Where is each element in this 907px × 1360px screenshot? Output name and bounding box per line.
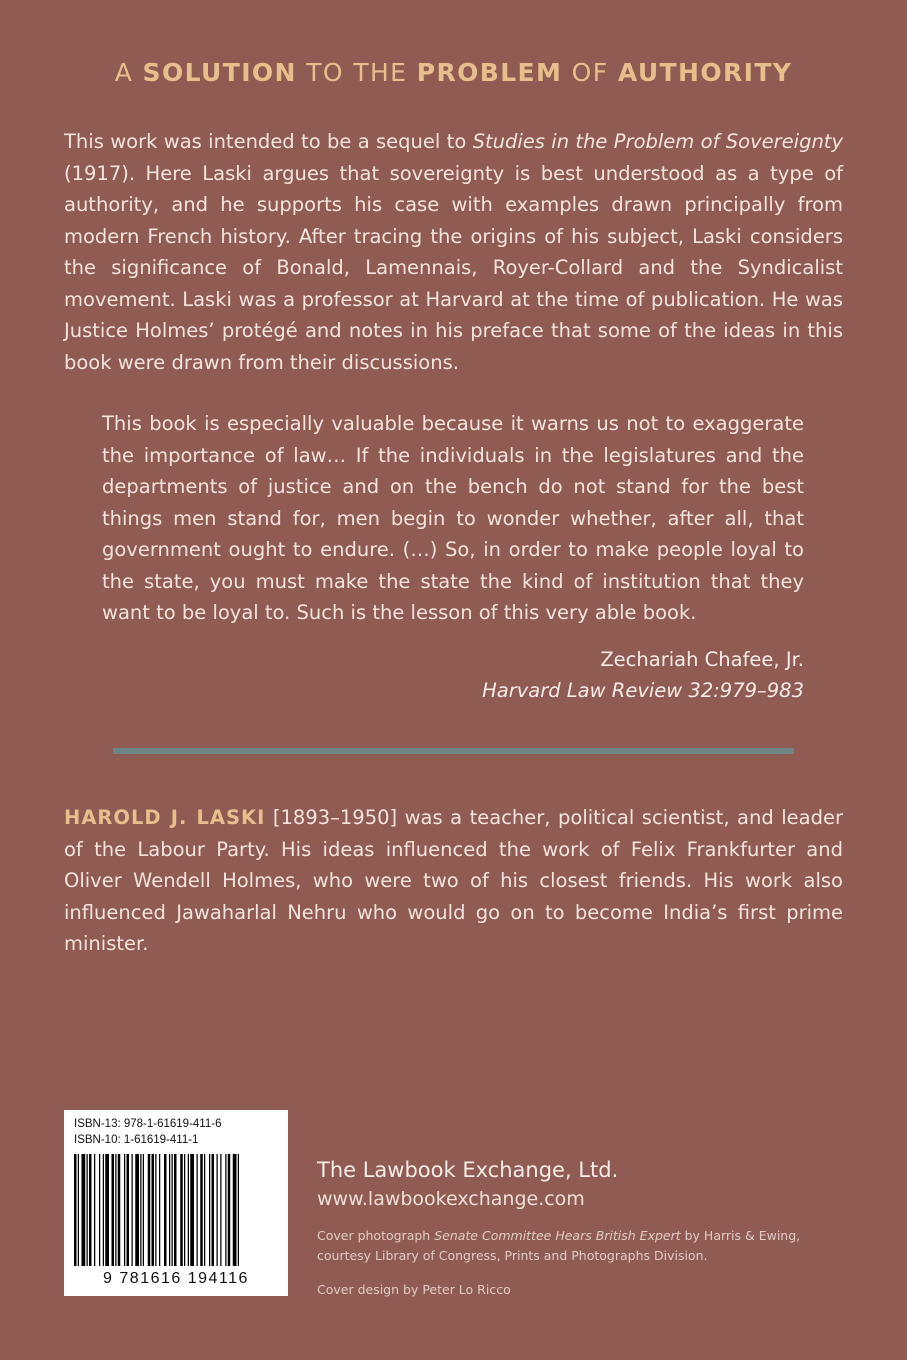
barcode-bar: [143, 1154, 144, 1266]
barcode-bar: [228, 1154, 231, 1266]
description-text: This work was intended to be a sequel to: [64, 130, 473, 153]
barcode-bar: [197, 1154, 198, 1266]
photo-title: Senate Committee Hears British Expert: [434, 1228, 681, 1243]
barcode-bar: [103, 1154, 104, 1266]
barcode-bar: [180, 1154, 183, 1266]
barcode-bar: [127, 1154, 130, 1266]
barcode-bar: [89, 1154, 92, 1266]
title-word: OF: [562, 58, 618, 87]
barcode-bar: [233, 1154, 237, 1266]
barcode-bar: [169, 1154, 170, 1266]
description-italic-title: Studies in the Problem of Sovereignty: [472, 130, 843, 153]
author-name: HAROLD J. LASKI: [64, 806, 266, 829]
barcode-bar: [204, 1154, 205, 1266]
barcode-bar: [159, 1154, 160, 1266]
author-bio: [64, 802, 843, 960]
barcode-bar: [82, 1154, 86, 1266]
title-word: A: [114, 58, 143, 87]
cover-title: [0, 58, 907, 87]
barcode-bar: [200, 1154, 203, 1266]
barcode-bar: [78, 1154, 79, 1266]
barcode-bar: [238, 1154, 239, 1266]
title-word: PROBLEM: [416, 58, 563, 87]
barcode-bar: [124, 1154, 125, 1266]
barcode-bar: [152, 1154, 155, 1266]
barcode-bar: [217, 1154, 218, 1266]
book-description: [64, 126, 843, 378]
barcode-bar: [220, 1154, 221, 1266]
barcode-bar: [105, 1154, 109, 1266]
publisher-website[interactable]: www.lawbookexchange.com: [317, 1188, 585, 1210]
author-bio-text: [1893–1950] was a teacher, political scientist, and leader of the Labour Party. His ideas influenced the work of Felix Frankfurter and Oliver Wendell Holmes, who were two of his closest friends. His work also influenced Jawaharlal Nehru who would go on to become India’s first prime minister.: [64, 806, 843, 955]
quote-author: Zechariah Chafee, Jr.: [600, 648, 804, 671]
barcode-bar: [140, 1154, 141, 1266]
barcode-bar: [209, 1154, 210, 1266]
description-text-continued: (1917). Here Laski argues that sovereignty is best understood as a type of authority, and he supports his case with examples drawn principally from modern French history. After tracing the origins of his subject, Laski considers the significance of Bonald, Lamennais, Royer-Collard and the Syndicalist movement. Laski was a professor at Harvard at the time of publication. He was Justice Holmes’ protégé and notes in his preface that some of the ideas in this book were drawn from their discussions.: [64, 161, 843, 374]
barcode-bar: [87, 1154, 88, 1266]
photo-credit-prefix: Cover photograph: [317, 1228, 435, 1243]
review-quote: This book is especially valuable because it warns us not to exaggerate the importance of law… If the individuals in the legislatures and the departments of justice and on the bench do not stand for the best things men stand for, men begin to wonder whether, after all, that government ought to endure. (…) So, in order to make people loyal to the state, you must make the state the kind of institution that they want to be loyal to. Such is the lesson of this very able book.: [102, 412, 804, 624]
barcode-bar: [172, 1154, 173, 1266]
isbn-10: ISBN-10: 1-61619-411-1: [74, 1134, 199, 1146]
barcode-bar: [99, 1154, 100, 1266]
title-word: TO THE: [296, 58, 417, 87]
title-word: AUTHORITY: [617, 58, 793, 87]
design-credit: Cover design by Peter Lo Ricco: [317, 1282, 511, 1297]
isbn-13: ISBN-13: 978-1-61619-411-6: [74, 1118, 222, 1130]
title-word: SOLUTION: [142, 58, 297, 87]
barcode-bar: [115, 1154, 116, 1266]
section-divider: [113, 748, 794, 754]
barcode-bar: [94, 1154, 95, 1266]
barcode-bar: [212, 1154, 215, 1266]
barcode-bar: [155, 1154, 156, 1266]
barcode-bar: [112, 1154, 115, 1266]
barcode-bars: [72, 1154, 278, 1282]
photo-credit: [317, 1226, 817, 1266]
barcode-bar: [132, 1154, 133, 1266]
barcode-bar: [164, 1154, 167, 1266]
photo-credit-suffix: by Harris & Ewing, courtesy Library of Congress, Prints and Photographs Division.: [317, 1228, 801, 1263]
isbn-barcode: [64, 1110, 288, 1296]
publisher-name: The Lawbook Exchange, Ltd.: [317, 1158, 619, 1182]
barcode-bar: [174, 1154, 177, 1266]
barcode-bar: [188, 1154, 189, 1266]
barcode-number: 9 781616 194116: [103, 1270, 249, 1287]
quote-source: Harvard Law Review 32:979–983: [482, 679, 804, 702]
barcode-bar: [135, 1154, 139, 1266]
barcode-bar: [118, 1154, 121, 1266]
barcode-bar: [190, 1154, 194, 1266]
barcode-bar: [148, 1154, 151, 1266]
barcode-bar: [184, 1154, 185, 1266]
barcode-bar: [74, 1154, 77, 1266]
barcode-bar: [225, 1154, 226, 1266]
